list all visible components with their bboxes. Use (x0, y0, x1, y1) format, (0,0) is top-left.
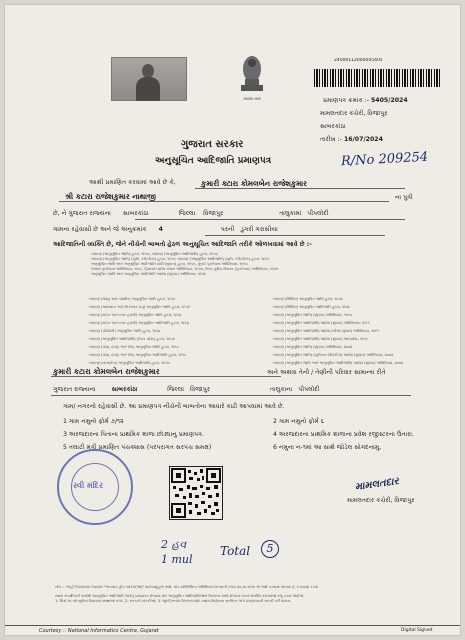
footnote (55, 585, 455, 604)
certificate-page (4, 4, 461, 636)
document-item: 4 અરજદારના પ્રાથમિક શાળાના પ્રવેશ રજીસ્ટરના ઉતારા. (273, 431, 414, 438)
barcode-number: 24000112000005405 (334, 58, 383, 63)
document-item: 5 તલાટી મંત્રી પ્રમાણિત પંચક્યાસ (પરંપરાગત સરપંચ સમક્ષ) (63, 444, 212, 451)
order-item: બંધારણ (અનુસૂચિત જાતિ) (યુનિ. ટેરીટરીઝ) હુકમ, ૧૯૫૧, બંધારણ (અનુસૂચિત આદિજાતિ) (યુનિ. ટેરીટરીઝ) હુકમ, ૧૯૫૧ (91, 257, 270, 261)
handwritten-total: Total (220, 544, 251, 558)
footer-bar (5, 625, 461, 636)
order-item: બંધારણ (પોંડીચેરી) અનુસૂચિત જાતિ હુકમ, ૧૯૬૪ (89, 329, 161, 333)
order-item: બંધારણ (આંદામાન અને નિકોબાર ટાપુ) અનુસૂચિત જાતિ હુકમ, ૧૯૫૯ (89, 305, 190, 309)
orders-left-column (89, 297, 259, 366)
resides-closing: ગામ/ નગરનો રહેવાસી છે. આ પ્રમાણપત્ર નીચેની બાબતોના આધારે કાઢી આપવામાં આવે છે. (63, 403, 285, 410)
caste-prefix: પરની (220, 226, 235, 233)
resident-name: કુમારી કટારા કોમલબેન રાજેશકુમાર (53, 367, 160, 376)
resides-suffix: અને અથવા તેની / તેણીની પરિવાર સામાન્ય રીતે (267, 369, 386, 376)
issue-date: 16/07/2024 (343, 136, 383, 143)
order-item: અનુસૂચિત જાતિ અને અનુસૂચિત આદિજાતિ યાદી (સુધારા) હુકમ, ૧૯૫૬, મુંબઈ પુનર્રચના અધિનિયમ, ૧૯૬૦ (91, 262, 248, 266)
document-list (63, 418, 443, 457)
handwritten-line1: 2 હવ (161, 538, 187, 551)
barcode (314, 69, 442, 87)
office-seal (57, 449, 133, 525)
handwritten-count (161, 537, 193, 567)
document-item: 2 ગામ નમુનો ફોર્મ ૬ (273, 418, 325, 425)
district-value: સાબરકાંઠા (122, 210, 149, 217)
state-row (53, 210, 453, 218)
order-item: પંજાબ પુનર્રચના અધિનિયમ, ૧૯૬૬, હિમાચલ પ્રદેશ રાજ્ય અધિનિયમ, ૧૯૭૦, ઉત્તર-પૂર્વીય વિસ્તાર (પુનર્રચના) અધિનિયમ, ૧૯૭૧ (91, 267, 278, 271)
order-item: બંધારણ (અનુસૂચિત આદિજાતિ) આદેશ (સુધારા) અધિનિયમ, ૧૯૯૧ (273, 321, 370, 325)
office-district: સાબરકાંઠા (320, 123, 346, 130)
cert-title: અનુસૂચિત આદિજાતિ પ્રમાણપત્ર (155, 156, 272, 166)
state-prefix: છે, ને ગુજરાત રાજ્યના (53, 210, 111, 217)
footnote-line: નોંધ :- 'અહીં ઉપયોગમાં લેવાયેલ "અનામત હીત ઓર્ડરો(ઓ)" શબ્દસમૂહનો અર્થ, લોક-પ્રતિનિધિત્વ અધિનિયમ,૧૯૫૦ની કલમ ૨૦-ના સંબંધ જે અર્થ કરવામાં આવ્યો છે, તે પ્રમાણે કરવો. (55, 585, 319, 589)
signatory-office: મામલતદાર કચેરી, વિજાપુર (347, 497, 415, 504)
order-item: બંધારણ (નાગાલેન્ડ) અનુસૂચિત આદિજાતિ હુકમ, ૧૯૭૦ (89, 361, 170, 365)
order-item: બંધારણ (અનુસૂચિત જાતિ) (સુધારા) અધિનિયમ, ૨૦૦૨ (273, 345, 353, 349)
cert-number-label: પ્રમાણપત્ર ક્રમાંક :- (323, 97, 369, 104)
footnote-line: સક્ષમ સત્તાધિકારી પાસેથી અનુસૂચિત આદિજાતિ અંગેનું પ્રમાણપત્ર મેળવવા માટે અનુસૂચિત આદિજાતિઓને ઉપલબ્ધ લાભો મેળવતા વખતે સંબંધિત દસ્તાવેજો રજૂ કરવા જોઈએ. (55, 594, 305, 598)
orders-list (91, 252, 391, 277)
order-item: બંધારણ (ગોવા, દમણ અને દીવ) અનુસૂચિત આદિજાતિ હુકમ, ૧૯૬૮ (89, 353, 187, 357)
orders-right-column (273, 297, 453, 366)
document-item: 1 ગામ નમુનો ફોર્મ ૭/૧૨ (63, 418, 124, 425)
resides-location-row (53, 386, 453, 394)
cert-number: 5405/2024 (370, 97, 408, 104)
handwritten-total-count (261, 540, 279, 558)
order-item: બંધારણ (ગોવા, દમણ અને દીવ) અનુસૂચિત જાતિ હુકમ, ૧૯૬૮ (89, 345, 179, 349)
certify-intro: આથી પ્રમાણિત કરવામાં આવે છે કે, (89, 179, 176, 186)
resides-taluka-label: તાલુકાના (270, 386, 293, 393)
order-item: બંધારણ (અનુસૂચિત જાતિ અને અનુસૂચિત આદિજાતિ) આદેશ (સુધારા) અધિનિયમ, ૨૦૦૨ (273, 361, 404, 365)
order-item: બંધારણ (દાદરા અને નગર હવેલી) અનુસૂચિત જાતિ હુકમ, ૧૯૬૨ (89, 313, 182, 317)
order-item: બંધારણ (અનુસૂચિત જાતિ) (યુનિયન ટેરિટરીઝ) આદેશ (સુધારા) અધિનિયમ, ૨૦૦૨ (273, 353, 394, 357)
order-item: બંધારણ (સિક્કિમ) અનુસૂચિત આદિજાતિ હુકમ, ૧૯૭૮ (273, 305, 351, 309)
order-item: અનુસૂચિત જાતિ અને અનુસૂચિત આદિજાતિ આદેશ (સુધારા) અધિનિયમ, ૧૯૭૬ (91, 272, 207, 276)
handwritten-reference: R/No 209254 (340, 149, 429, 170)
issue-date-row (320, 136, 383, 144)
document-item: 3 અરજદારના પિતાના પ્રાથમિક શાળા છોડ્યાનુ પ્રમાણપત્ર. (63, 431, 204, 438)
village-value: પીપલોદી (307, 210, 329, 217)
office-name: મામલતદાર કચેરી, વિજાપુર (320, 110, 388, 117)
footnote-line: 1. ચિત્રો ૧૦ વર્ષ સુધીના વિચારમાં સંસ્થાઓ વગેરે, 2. સરકારી નોકરીઓ, 3. જુલ્ટીઝબોધ ઉપલબ્ધ થશે. સક્ષમ નિર્ણયના સરવિતર અંગે પ્રમાણપત્રની ખાતરી કરી શકાય. (55, 599, 292, 603)
cert-number-row (323, 97, 408, 105)
taluka-district: વિજાપુર (203, 210, 224, 217)
serial-number: 4 (158, 226, 163, 233)
applicant-photo (111, 57, 187, 101)
taluka-label: તાલુકામાં (279, 210, 302, 217)
order-item: બંધારણ (સિક્કિમ) અનુસૂચિત જાતિ હુકમ, ૧૯૭૮ (273, 297, 343, 301)
relation-label: ના પુત્રી (395, 194, 413, 201)
resides-village: પીપલોદી (298, 386, 320, 393)
order-item: બંધારણ (અનુસૂચિત આદિજાતિ) આદેશ (બીજો સુધારો) અધિનિયમ, ૧૯૯૧ (273, 329, 379, 333)
order-item: બંધારણ (જમ્મુ અને કાશ્મીર) અનુસૂચિત જાતિ હુકમ, ૧૯૫૬ (89, 297, 176, 301)
order-item: બંધારણ (અનુસૂચિત આદિજાતિ) આદેશ (સુધારા) અધ્યાદેશ, ૧૯૯૬ (273, 337, 368, 341)
qr-code (169, 466, 223, 520)
district-label: જિલ્લા (178, 210, 196, 217)
national-emblem (235, 55, 269, 99)
handwritten-count-value: 5 (266, 542, 274, 555)
emblem-caption: सत्यमेव जयते (243, 97, 261, 101)
issue-date-label: તારીખ :- (320, 136, 342, 143)
courtesy-text: Courtesy :: National Informatics Centre, Gujarat (39, 628, 159, 634)
order-item: બંધારણ (અનુસૂચિત જાતિ) (સુધારા) અધિનિયમ, ૧૯૯૦ (273, 313, 353, 317)
digital-signed-label: Digital Signed (401, 628, 433, 633)
resident-text: ગામના રહેવાસી છે અને જે અનુક્રમાંક (53, 226, 147, 233)
applicant-name: કુમારી ક્ટારા કોમલબેન રાજેશકુમાર (201, 179, 308, 188)
order-item: બંધારણ (અનુસૂચિત જાતિ) હુકમ, ૧૯૫૦, બંધારણ (અનુસૂચિત આદિજાતિ) હુકમ, ૧૯૫૦ (91, 252, 218, 256)
order-item: બંધારણ (દાદરા અને નગર હવેલી) અનુસૂચિત આદિજાતિ હુકમ, ૧૯૬૨ (89, 321, 189, 325)
govt-title: ગુજરાત સરકાર (181, 139, 244, 150)
resident-row (53, 226, 278, 234)
seal-text: સ્વી મંદિર (73, 481, 104, 490)
father-name: શ્રી કટારા રાજેશકુમાર નાથાજી (65, 192, 156, 201)
resides-district: સાબરકાંઠા (111, 386, 138, 393)
caste-name: ડુંગરી ગરાસીયા (240, 226, 278, 233)
signature: મામલતદાર (354, 475, 400, 494)
resides-state-prefix: ગુજરાત રાજ્યના (53, 386, 96, 393)
tribe-line: આદિજાતિની વ્યક્તિ છે, જેને નીચેની બાબતો હેઠળ અનુસૂચિત આદિજાતિ તરીકે ઓળખવામાં આવે છે :- (53, 241, 312, 248)
order-item: બંધારણ (અનુસૂચિત આદિજાતિ) (ઉત્તર પ્રદેશ) હુકમ, ૧૯૬૭ (89, 337, 175, 341)
document-item: 6 નમુના ન-૧માં આ સાથે જોડેલ સોગંદનામુ. (273, 444, 382, 451)
resides-taluka-district: વિજાપુર (189, 386, 211, 393)
resides-district-label: જિલ્લા (167, 386, 184, 393)
handwritten-line2: 1 mul (161, 553, 193, 566)
